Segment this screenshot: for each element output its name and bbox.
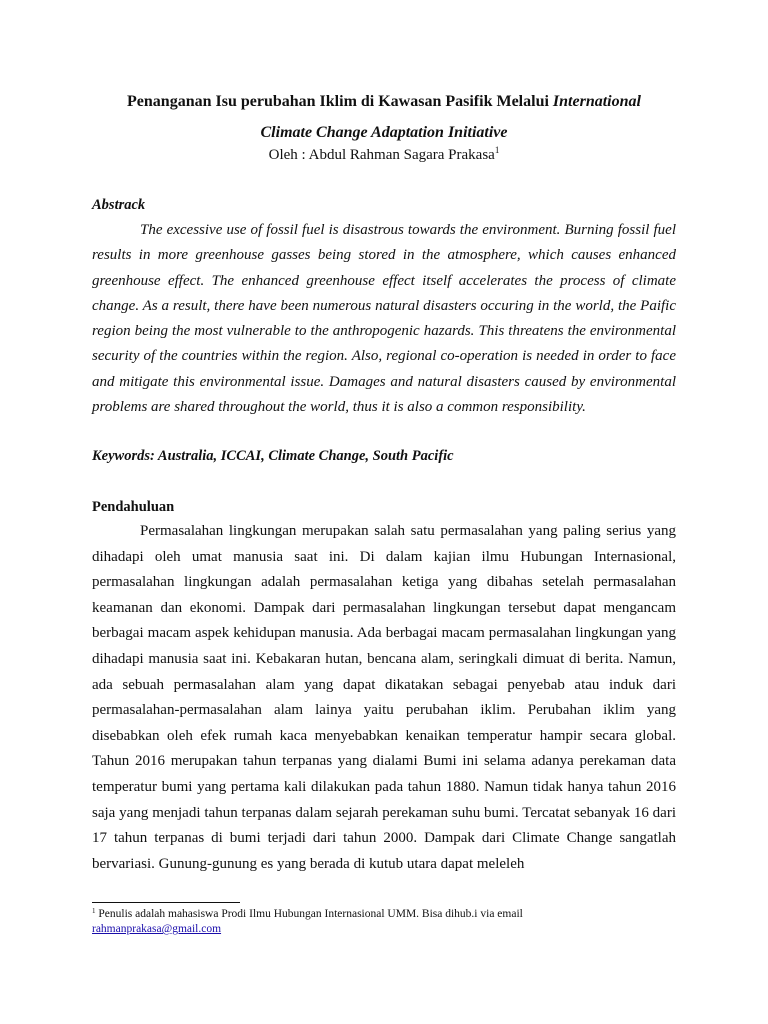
title-line-1-normal: Penanganan Isu perubahan Iklim di Kawasan Pasifik Melalui: [127, 93, 553, 110]
intro-body: Permasalahan lingkungan merupakan salah satu permasalahan yang paling serius yang dihadapi oleh umat manusia saat ini. Di dalam kajian ilmu Hubungan Internasional, permasalahan lingkungan adalah permasalahan ketiga yang dibahas setelah permasalahan keamanan dan ekonomi. Dampak dari permasalahan lingkungan tersebut dapat mengancam berbagai macam aspek kehidupan manusia. Ada berbagai macam permasalahan lingkungan yang dihadapi manusia saat ini. Kebakaran hutan, bencana alam, seringkali dimuat di berita. Namun, ada sebuah permasalahan alam yang dapat dikatakan sebagai penyebab atau induk dari permasalahan-permasalahan alam lainya yaitu perubahan iklim. Perubahan iklim yang disebabkan oleh efek rumah kaca menyebabkan kenaikan temperatur hampir secara global. Tahun 2016 merupakan tahun terpanas yang dialami Bumi ini selama adanya perekaman data temperatur bumi yang pertama kali dilakukan pada tahun 1880. Namun tidak hanya tahun 2016 saja yang menjadi tahun terpanas dalam sejarah perekaman suhu bumi. Tercatat sebanyak 16 dari 17 tahun terpanas di bumi terjadi dari tahun 2000. Dampak dari Climate Change sangatlah bervariasi. Gunung-gunung es yang berada di kutub utara dapat meleleh: [92, 523, 676, 872]
author-line: [92, 145, 676, 165]
footnote-text: Penulis adalah mahasiswa Prodi Ilmu Hubungan Internasional UMM. Bisa dihub.i via email: [95, 908, 523, 920]
author-footnote-mark: 1: [494, 145, 500, 155]
footnote: [92, 907, 676, 937]
intro-heading: Pendahuluan: [92, 499, 175, 515]
title-line-1-italic: International: [552, 93, 641, 110]
footnote-mark: 1: [92, 907, 96, 915]
abstract-heading: Abstrack: [92, 197, 146, 213]
footnote-divider: [92, 902, 240, 903]
footnote-email-link[interactable]: rahmanprakasa@gmail.com: [92, 923, 222, 935]
paper-title: [92, 86, 676, 148]
title-line-1: [92, 86, 676, 117]
title-line-2: [92, 117, 676, 148]
keywords-line: Keywords: Australia, ICCAI, Climate Change, South Pacific: [92, 448, 454, 464]
author-text: Oleh : Abdul Rahman Sagara Prakasa: [268, 147, 495, 163]
abstract-body: The excessive use of fossil fuel is disastrous towards the environment. Burning fossil fuel results in more greenhouse gasses being stored in the atmosphere, which causes enhanced greenhouse effect. The enhanced greenhouse effect itself accelerates the process of climate change. As a result, there have been numerous natural disasters occuring in the world, the Paific region being the most vulnerable to the anthropogenic hazards. This threatens the environmental security of the countries within the region. Also, regional co-operation is needed in order to face and mitigate this environmental issue. Damages and natural disasters caused by environmental problems are shared throughout the world, thus it is also a common responsibility.: [92, 222, 676, 416]
title-line-2-italic: Climate Change Adaptation Initiative: [260, 124, 508, 141]
